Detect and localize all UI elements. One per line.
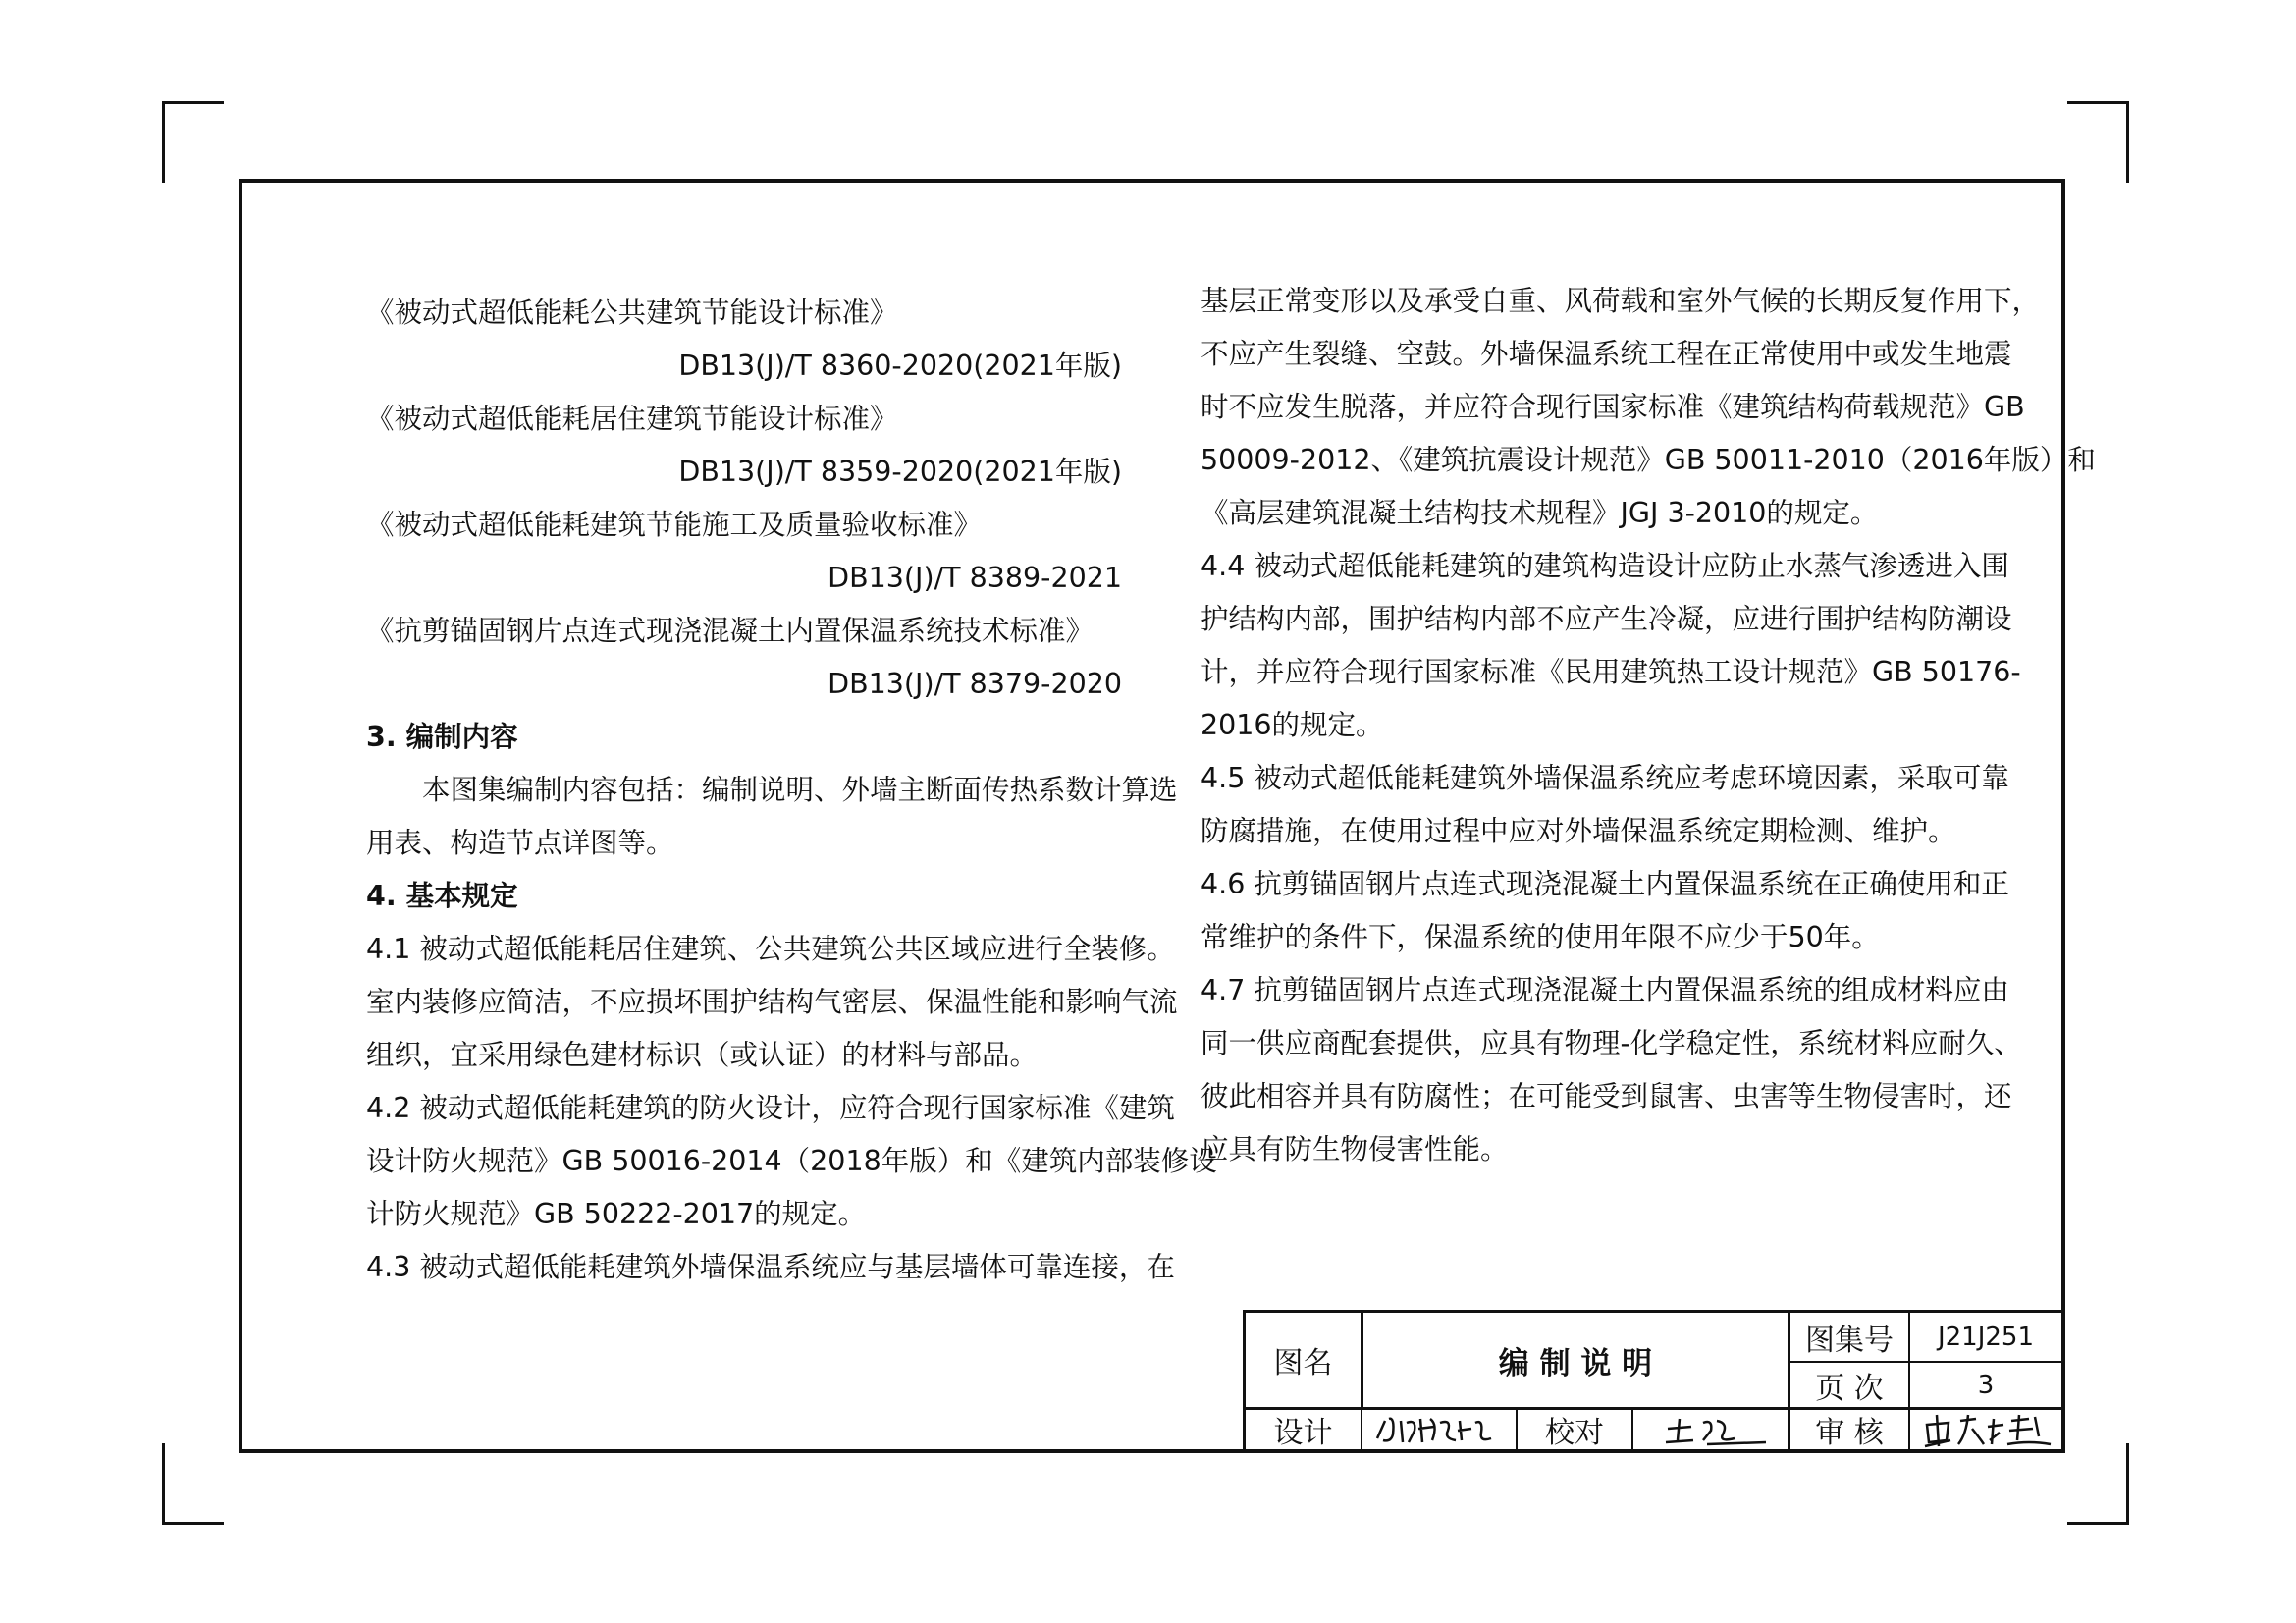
checker-signature	[1648, 1413, 1776, 1448]
atlas-number: J21J251	[1937, 1322, 2035, 1352]
text-line: 常维护的条件下，保温系统的使用年限不应少于50年。	[1201, 921, 1880, 953]
text-line: 50009-2012、《建筑抗震设计规范》GB 50011-2010（2016年版）和	[1201, 444, 2096, 476]
page-label: 页 次	[1815, 1371, 1884, 1406]
text-line: 基层正常变形以及承受自重、风荷载和室外气候的长期反复作用下，	[1201, 285, 2041, 317]
standard-code: DB13(J)/T 8379-2020	[828, 668, 1122, 700]
drawing-name-label: 图名	[1273, 1346, 1333, 1380]
text-line: 设计防火规范》GB 50016-2014（2018年版）和《建筑内部装修设	[366, 1145, 1217, 1177]
title-block-divider	[1908, 1407, 1910, 1449]
text-line: 彼此相容并具有防腐性；在可能受到鼠害、虫害等生物侵害时，还	[1201, 1080, 2012, 1112]
text-line: 《抗剪锚固钢片点连式现浇混凝土内置保温系统技术标准》	[366, 615, 1095, 647]
crop-mark-bottom-right	[2067, 1443, 2129, 1525]
text-line: 组织，宜采用绿色建材标识（或认证）的材料与部品。	[366, 1039, 1039, 1071]
atlas-number-label: 图集号	[1805, 1323, 1894, 1358]
text-line: 应具有防生物侵害性能。	[1201, 1133, 1509, 1165]
text-line: 《被动式超低能耗建筑节能施工及质量验收标准》	[366, 509, 983, 541]
checker-label: 校对	[1545, 1416, 1604, 1450]
text-line: 《高层建筑混凝土结构技术规程》JGJ 3-2010的规定。	[1201, 497, 1879, 529]
text-line: 用表、构造节点详图等。	[366, 827, 674, 859]
text-line: 4.4 被动式超低能耗建筑的建筑构造设计应防止水蒸气渗透进入围	[1201, 550, 2009, 582]
right-column	[1201, 275, 2096, 1176]
text-line: 防腐措施，在使用过程中应对外墙保温系统定期检测、维护。	[1201, 815, 1956, 847]
text-line: 计，并应符合现行国家标准《民用建筑热工设计规范》GB 50176-	[1201, 656, 2021, 688]
crop-mark-bottom-left	[162, 1443, 224, 1525]
text-line: 时不应发生脱落，并应符合现行国家标准《建筑结构荷载规范》GB	[1201, 391, 2025, 423]
standard-code: DB13(J)/T 8360-2020(2021年版)	[678, 350, 1122, 382]
text-line: 4.1 被动式超低能耗居住建筑、公共建筑公共区域应进行全装修。	[366, 933, 1175, 965]
section-heading: 4. 基本规定	[366, 880, 518, 912]
reviewer-signature	[1921, 1411, 2058, 1450]
designer-label: 设计	[1273, 1416, 1333, 1450]
drawing-title: 编 制 说 明	[1498, 1345, 1653, 1381]
text-line: 不应产生裂缝、空鼓。外墙保温系统工程在正常使用中或发生地震	[1201, 338, 2012, 370]
text-line: 4.5 被动式超低能耗建筑外墙保温系统应考虑环境因素，采取可靠	[1201, 762, 2009, 794]
text-line: 4.2 被动式超低能耗建筑的防火设计，应符合现行国家标准《建筑	[366, 1092, 1175, 1124]
text-line: 室内装修应简洁，不应损坏围护结构气密层、保温性能和影响气流	[366, 986, 1178, 1018]
text-line: 2016的规定。	[1201, 709, 1384, 741]
text-line: 4.3 被动式超低能耗建筑外墙保温系统应与基层墙体可靠连接，在	[366, 1251, 1175, 1283]
text-line: 《被动式超低能耗公共建筑节能设计标准》	[366, 297, 898, 329]
text-line: 4.6 抗剪锚固钢片点连式现浇混凝土内置保温系统在正确使用和正	[1201, 868, 2009, 900]
standard-code: DB13(J)/T 8389-2021	[828, 562, 1122, 594]
text-line: 4.7 抗剪锚固钢片点连式现浇混凝土内置保温系统的组成材料应由	[1201, 974, 2009, 1006]
text-line: 本图集编制内容包括：编制说明、外墙主断面传热系数计算选	[422, 774, 1178, 806]
section-heading: 3. 编制内容	[366, 721, 518, 753]
reviewer-label: 审 核	[1815, 1416, 1884, 1450]
standard-code: DB13(J)/T 8359-2020(2021年版)	[678, 456, 1122, 488]
crop-mark-top-right	[2067, 101, 2129, 183]
crop-mark-top-left	[162, 101, 224, 183]
title-block-divider	[1631, 1407, 1633, 1449]
designer-signature	[1373, 1413, 1506, 1448]
title-block-divider	[1361, 1407, 1362, 1449]
title-block	[1243, 1310, 2061, 1449]
text-line: 《被动式超低能耗居住建筑节能设计标准》	[366, 403, 898, 435]
text-line: 护结构内部，围护结构内部不应产生冷凝，应进行围护结构防潮设	[1201, 603, 2012, 635]
page-number: 3	[1977, 1370, 1995, 1400]
text-line: 计防火规范》GB 50222-2017的规定。	[366, 1198, 867, 1230]
text-line: 同一供应商配套提供，应具有物理-化学稳定性，系统材料应耐久、	[1201, 1027, 2022, 1059]
title-block-divider	[1246, 1407, 2061, 1410]
left-column	[366, 287, 1217, 1294]
